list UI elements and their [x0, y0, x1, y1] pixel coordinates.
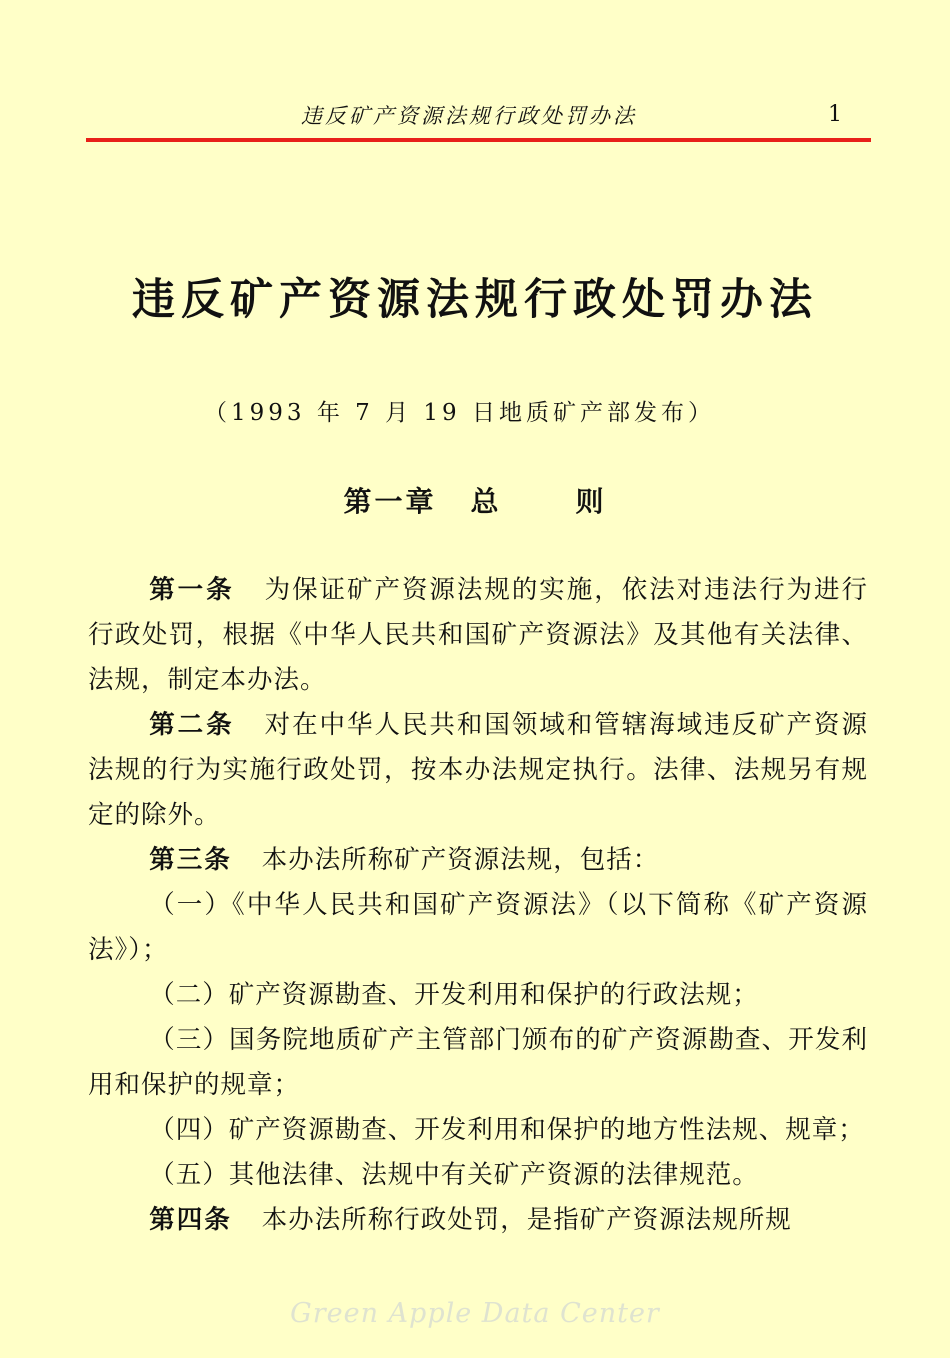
- header-rule: [86, 138, 871, 142]
- article-label: 第一条: [149, 575, 235, 605]
- article-label: 第三条: [149, 845, 232, 875]
- list-item-text: （五）其他法律、法规中有关矿产资源的法律规范。: [149, 1160, 759, 1190]
- list-item-text: （一）《中华人民共和国矿产资源法》（以下简称《矿产资源法》）；: [88, 890, 868, 965]
- list-item: [88, 1153, 868, 1198]
- body-text: [88, 568, 868, 1243]
- article-text: 对在中华人民共和国领域和管辖海域违反矿产资源法规的行为实施行政处罚，按本办法规定执行。法律、法规另有规定的除外。: [88, 710, 868, 830]
- article-paragraph: [88, 1198, 868, 1243]
- chapter-heading: [0, 480, 950, 520]
- list-item-text: （二）矿产资源勘查、开发利用和保护的行政法规；: [149, 980, 759, 1010]
- article-text: 本办法所称矿产资源法规，包括：: [261, 845, 660, 875]
- chapter-name-part2: 则: [575, 485, 607, 518]
- article-label: 第四条: [149, 1205, 232, 1235]
- promulgation-note: （1993 年 7 月 19 日地质矿产部发布）: [204, 400, 715, 426]
- running-header: [88, 96, 870, 136]
- article-paragraph: [88, 568, 868, 703]
- running-title: 违反矿产资源法规行政处罚办法: [301, 104, 637, 128]
- article-text: 本办法所称行政处罚，是指矿产资源法规所规: [261, 1205, 792, 1235]
- page-number: 1: [828, 102, 842, 127]
- chapter-name-part1: 总: [470, 485, 502, 518]
- list-item: [88, 883, 868, 973]
- article-text: 为保证矿产资源法规的实施，依法对违法行为进行行政处罚，根据《中华人民共和国矿产资源法》及其他有关法律、法规，制定本办法。: [88, 575, 868, 695]
- list-item: [88, 1108, 868, 1153]
- article-paragraph: [88, 703, 868, 838]
- article-paragraph: [88, 838, 868, 883]
- list-item-text: （四）矿产资源勘查、开发利用和保护的地方性法规、规章；: [149, 1115, 865, 1145]
- list-item: [88, 973, 868, 1018]
- watermark: Green Apple Data Center: [290, 1298, 660, 1329]
- article-label: 第二条: [149, 710, 235, 740]
- list-item-text: （三）国务院地质矿产主管部门颁布的矿产资源勘查、开发利用和保护的规章；: [88, 1025, 868, 1100]
- chapter-label: 第一章: [343, 485, 437, 518]
- list-item: [88, 1018, 868, 1108]
- document-title: 违反矿产资源法规行政处罚办法: [132, 275, 818, 325]
